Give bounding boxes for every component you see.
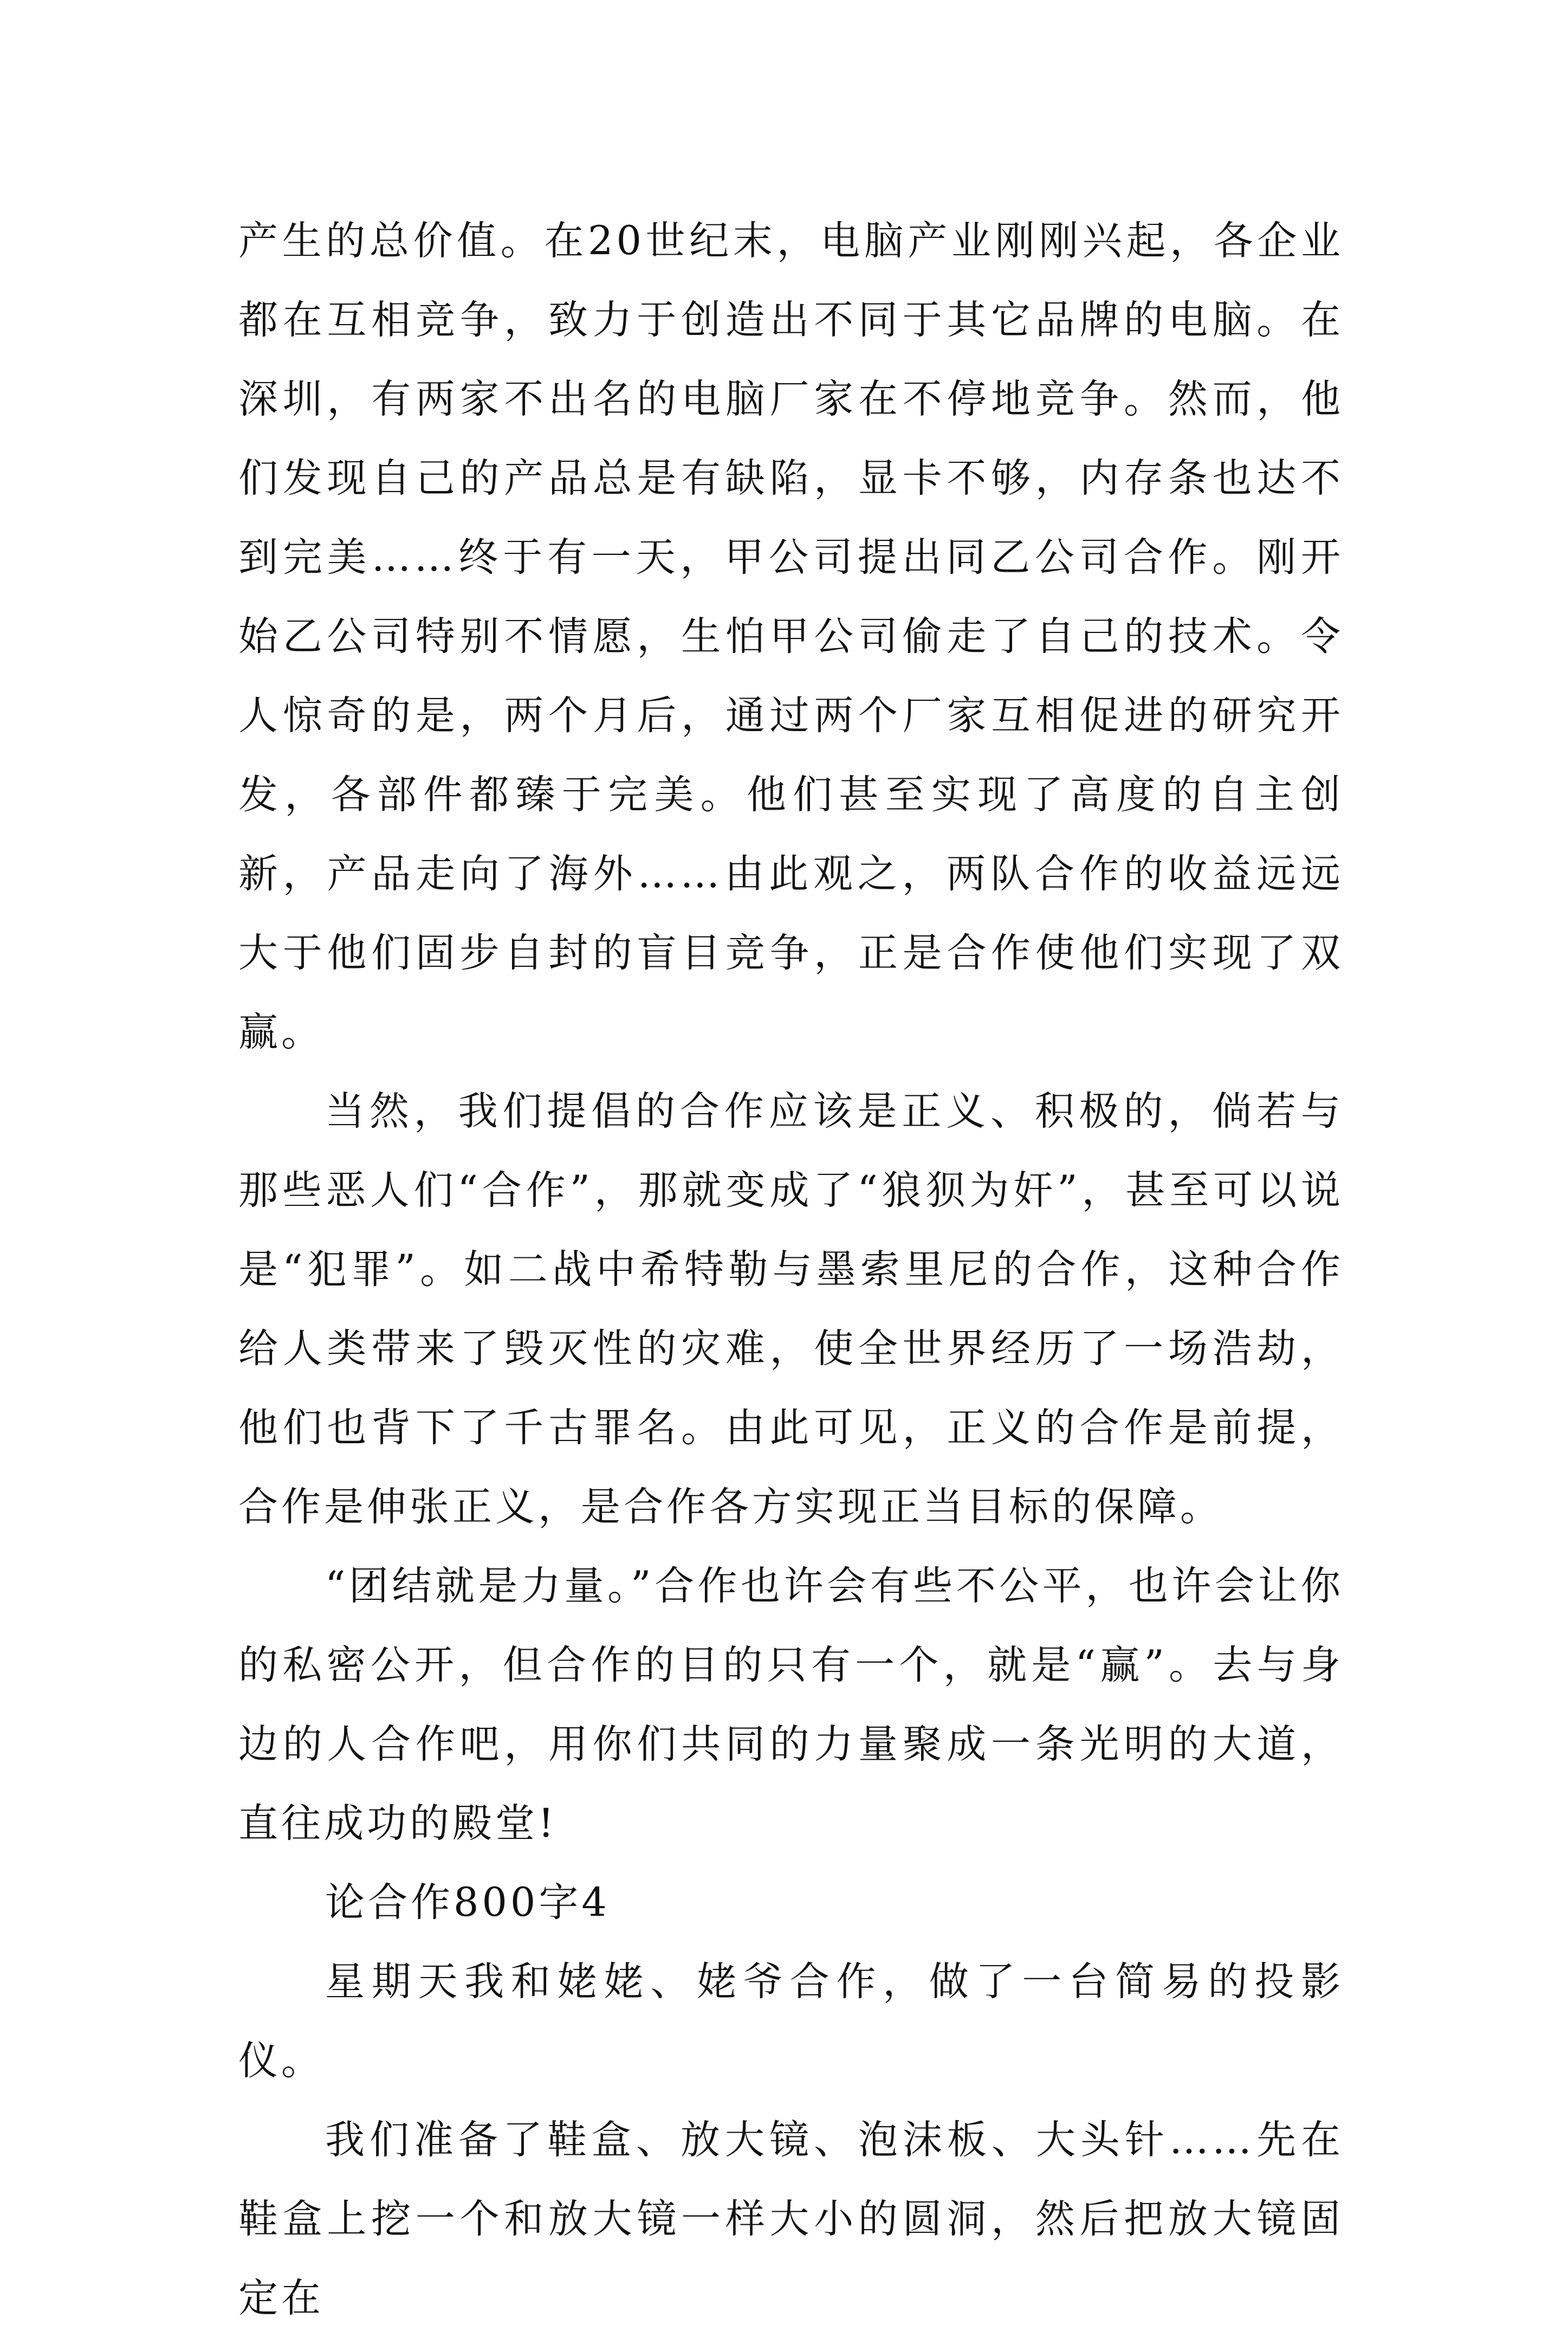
paragraph-3: “团结就是力量。”合作也许会有些不公平，也许会让你的私密公开，但合作的目的只有一个，就是“赢”。去与身边的人合作吧，用你们共同的力量聚成一条光明的大道，直往成功的殿堂! bbox=[238, 1563, 1344, 1846]
section-subtitle: 论合作800字4 bbox=[325, 1880, 610, 1926]
paragraph-4: 星期天我和姥姥、姥爷合作，做了一台简易的投影仪。 bbox=[238, 1959, 1344, 2084]
document-body bbox=[238, 202, 1344, 2338]
paragraph-5: 我们准备了鞋盒、放大镜、泡沫板、大头针……先在鞋盒上挖一个和放大镜一样大小的圆洞，然后把放大镜固定在 bbox=[238, 2117, 1344, 2321]
paragraph-1: 产生的总价值。在20世纪末，电脑产业刚刚兴起，各企业都在互相竞争，致力于创造出不同于其它品牌的电脑。在深圳，有两家不出名的电脑厂家在不停地竞争。然而，他们发现自己的产品总是有缺陷，显卡不够，内存条也达不到完美……终于有一天，甲公司提出同乙公司合作。刚开始乙公司特别不情愿，生怕甲公司偷走了自己的技术。令人惊奇的是，两个月后，通过两个厂家互相促进的研究开发，各部件都臻于完美。他们甚至实现了高度的自主创新，产品走向了海外……由此观之，两队合作的收益远远大于他们固步自封的盲目竞争，正是合作使他们实现了双赢。 bbox=[238, 218, 1344, 1055]
paragraph-2: 当然，我们提倡的合作应该是正义、积极的，倘若与那些恶人们“合作”，那就变成了“狼狈为奸”，甚至可以说是“犯罪”。如二战中希特勒与墨索里尼的合作，这种合作给人类带来了毁灭性的灾难，使全世界经历了一场浩劫，他们也背下了千古罪名。由此可见，正义的合作是前提，合作是伸张正义，是合作各方实现正当目标的保障。 bbox=[238, 1088, 1344, 1530]
